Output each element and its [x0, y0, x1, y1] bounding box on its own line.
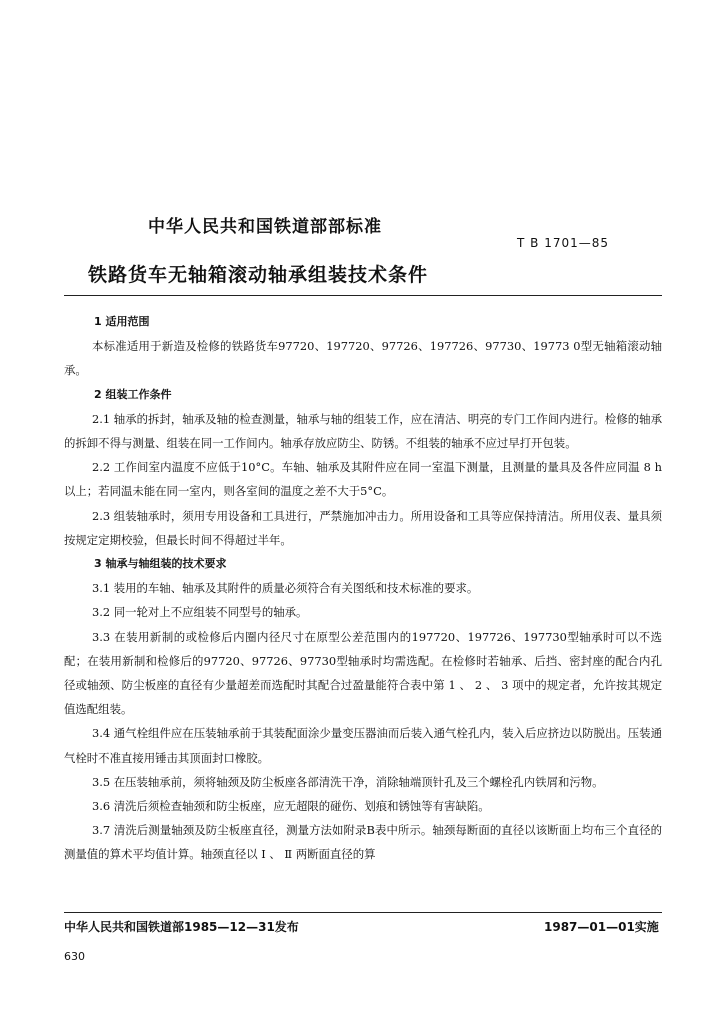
section-heading-scope: 1 适用范围 — [94, 315, 150, 328]
header-rule — [64, 295, 662, 296]
standard-code: T B 1701—85 — [517, 236, 609, 250]
paragraph-3-7: 3.7 清洗后测量轴颈及防尘板座直径，测量方法如附录B表中所示。轴颈每断面的直径以该断面上均布三个直径的测量值的算术平均值计算。轴颈直径以 Ⅰ 、 Ⅱ 两断面直径的算 — [64, 823, 662, 862]
issuing-authority: 中华人民共和国铁道部部标准 — [148, 217, 382, 237]
paragraph-2-3: 2.3 组装轴承时，须用专用设备和工具进行，严禁施加冲击力。所用设备和工具等应保持清洁。所用仪表、量具须按规定定期校验，但最长时间不得超过半年。 — [64, 508, 662, 547]
section-heading-requirements: 3 轴承与轴组装的技术要求 — [94, 557, 227, 571]
paragraph-3-6: 3.6 清洗后须检查轴颈和防尘板座，应无超限的碰伤、划痕和锈蚀等有害缺陷。 — [92, 799, 490, 814]
paragraph-scope: 本标准适用于新造及检修的铁路货车97720、197720、97726、197726、97730、19773 0型无轴箱滚动轴承。 — [64, 339, 662, 378]
paragraph-3-4: 3.4 通气栓组件应在压装轴承前于其装配面涂少量变压器油而后装入通气栓孔内，装入后应挤边以防脱出。压装通气栓时不准直接用锤击其顶面封口橡胶。 — [64, 726, 662, 765]
paragraph-2-1: 2.1 轴承的拆封，轴承及轴的检查测量，轴承与轴的组装工作，应在清洁、明亮的专门工作间内进行。检修的轴承的拆卸不得与测量、组装在同一工作间内。轴承存放应防尘、防锈。不组装的轴承不应过早打开包装。 — [64, 411, 662, 451]
paragraph-3-5: 3.5 在压装轴承前，须将轴颈及防尘板座各部清洗干净，消除轴端顶针孔及三个螺栓孔内铁屑和污物。 — [92, 774, 604, 789]
section-heading-conditions: 2 组装工作条件 — [94, 387, 172, 401]
footer-rule — [64, 912, 662, 913]
page-number: 630 — [64, 950, 85, 963]
paragraph-2-2: 2.2 工作间室内温度不应低于10°C。车轴、轴承及其附件应在同一室温下测量，且测量的量具及各件应同温 8 h 以上；若同温未能在同一室内，则各室间的温度之差不大于5°C。 — [64, 460, 662, 499]
paragraph-3-1: 3.1 装用的车轴、轴承及其附件的质量必须符合有关图纸和技术标准的要求。 — [92, 581, 479, 596]
paragraph-3-3: 3.3 在装用新制的或检修后内圈内径尺寸在原型公差范围内的197720、197726、197730型轴承时可以不选配；在装用新制和检修后的97720、97726、97730型轴承时均需选配。在检修时若轴承、后挡、密封座的配合内孔径或轴颈、防尘板座的直径有少量超差而选配时其配合过盈量能符合表中第 1 、 2 、 3 项中的规定者，允许按其规定值选配组装。 — [64, 629, 662, 717]
paragraph-3-2: 3.2 同一轮对上不应组装不同型号的轴承。 — [92, 605, 308, 620]
document-body — [64, 310, 662, 867]
issue-date: 中华人民共和国铁道部1985—12—31发布 — [64, 920, 299, 934]
document-title: 铁路货车无轴箱滚动轴承组装技术条件 — [88, 264, 429, 286]
effective-date: 1987—01—01实施 — [544, 920, 659, 934]
